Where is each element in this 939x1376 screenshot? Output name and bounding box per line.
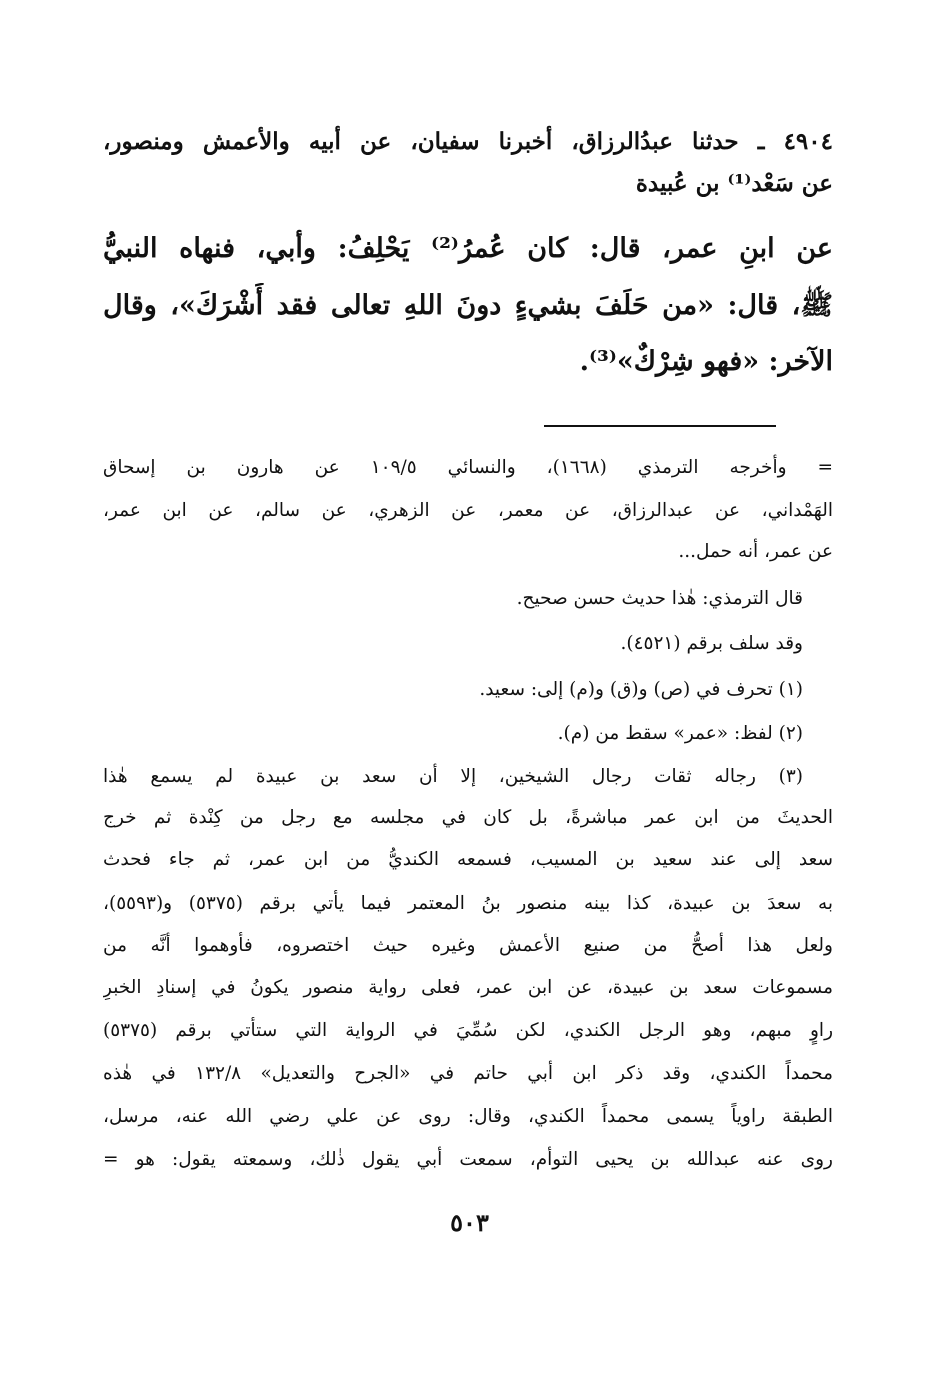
footnote-separator [544,425,776,427]
footnote-line-2: الهَمْداني، عن عبدالرزاق، عن معمر، عن الزهري، عن سالم، عن ابن عمر، [103,500,833,521]
hadith-header-line-1: ٤٩٠٤ ـ حدثنا عبدُالرزاق، أخبرنا سفيان، عن أبيه والأعمش ومنصور، [103,128,833,155]
footnote-2: (٢) لفظ: «عمر» سقط من (م). [557,723,803,744]
page-number: ٥٠٣ [450,1208,489,1237]
footnote-line-1: = وأخرجه الترمذي (١٦٦٨)، والنسائي ١٠٩/٥ عن هارون بن إسحاق [103,457,833,478]
footnote-3-line-2: الحديثَ من ابن عمر مباشرةً، بل كان في مجلسه مع رجل من كِنْدة ثم خرج [103,807,833,828]
footnote-3-line-5: ولعل هذا أصحُّ من صنيع الأعمش وغيره حيث اختصروه، فأوهموا أنَّه من [103,935,833,956]
hadith-text-line-2: ﷺ، قال: «من حَلَفَ بشيءٍ دونَ اللهِ تعالى فقد أَشْرَكَ»، وقال [103,290,833,321]
footnote-3-line-7: راوٍ مبهم، وهو الرجل الكندي، لكن سُمِّيَ في الرواية التي ستأتي برقم (٥٣٧٥) [103,1020,833,1041]
footnote-3-line-6: مسموعات سعد بن عبيدة، عن ابن عمر، فعلى رواية منصور يكونُ في إسنادِ الخبرِ [103,977,833,998]
footnote-3-line-10: روى عنه عبدالله بن يحيى التوأم، سمعت أبي يقول ذٰلك، وسمعته يقول: هو = [103,1149,833,1170]
footnote-line-5: وقد سلف برقم (٤٥٢١). [620,633,803,654]
footnote-1: (١) تحرف في (ص) و(ق) و(م) إلى: سعيد. [479,679,803,700]
hadith-text-line-1: عن ابنِ عمر، قال: كان عُمرُ⁽²⁾ يَحْلِفُ: وأبي، فنهاه النبيُّ [103,233,833,264]
footnote-line-3: عن عمر، أنه حمل... [678,541,833,562]
footnote-3-line-9: الطبقة راوياً يسمى محمداً الكندي، وقال: روى عن علي رضي الله عنه، مرسل، [103,1106,833,1127]
footnote-3-line-4: به سعدَ بن عبيدة، كذا بينه منصور بنُ المعتمر فيما يأتي برقم (٥٣٧٥) و(٥٥٩٣)، [103,893,833,914]
footnote-3-line-1: (٣) رجاله ثقات رجال الشيخين، إلا أن سعد بن عبيدة لم يسمع هٰذا [103,766,803,787]
hadith-text-line-3: الآخر: «فهو شِرْكٌ»⁽³⁾. [579,346,833,377]
footnote-3-line-8: محمداً الكندي، وقد ذكر ابن أبي حاتم في «الجرح والتعديل» ١٣٢/٨ في هٰذه [103,1063,833,1084]
footnote-3-line-3: سعد إلى عند سعيد بن المسيب، فسمعه الكنديُّ من ابن عمر، ثم جاء فحدث [103,849,833,870]
hadith-header-line-2: عن سَعْد⁽¹⁾ بن عُبيدة [635,170,833,197]
footnote-line-4: قال الترمذي: هٰذا حديث حسن صحيح. [516,588,803,609]
